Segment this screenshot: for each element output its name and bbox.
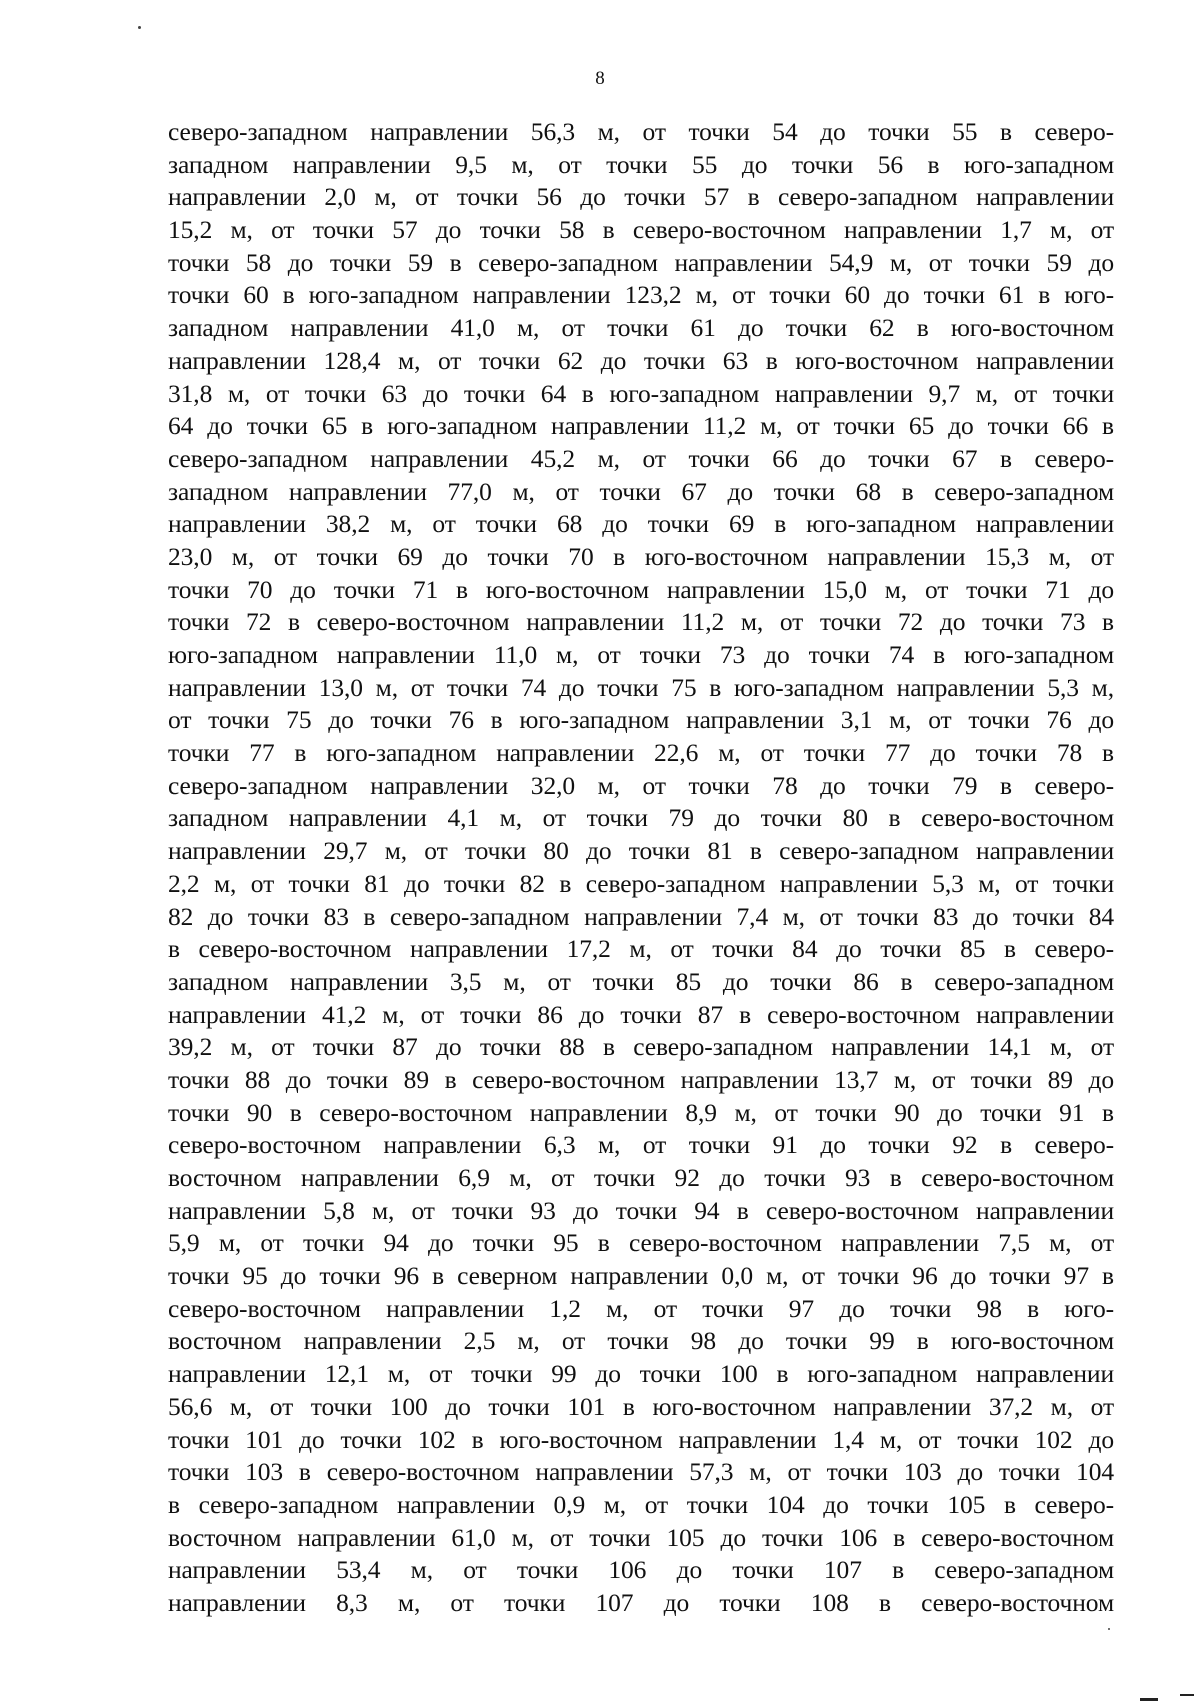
text-line: точки 70 до точки 71 в юго-восточном направлении 15,0 м, от точки 71 до: [168, 574, 1114, 604]
text-line: точки 90 в северо-восточном направлении 8,9 м, от точки 90 до точки 91 в: [168, 1097, 1114, 1127]
text-line: западном направлении 41,0 м, от точки 61 до точки 62 в юго-восточном: [168, 313, 1114, 343]
text-line: северо-западном направлении 56,3 м, от точки 54 до точки 55 в северо-: [168, 117, 1114, 146]
text-line: западном направлении 4,1 м, от точки 79 до точки 80 в северо-восточном: [168, 803, 1114, 833]
text-line: северо-западном направлении 32,0 м, от точки 78 до точки 79 в северо-: [168, 770, 1114, 800]
text-line: северо-восточном направлении 6,3 м, от точки 91 до точки 92 в северо-: [168, 1130, 1114, 1160]
text-line: 2,2 м, от точки 81 до точки 82 в северо-западном направлении 5,3 м, от точки: [168, 868, 1114, 898]
text-line: восточном направлении 2,5 м, от точки 98 до точки 99 в юго-восточном: [168, 1326, 1114, 1356]
scan-speck-top: [138, 26, 141, 29]
text-line: западном направлении 77,0 м, от точки 67 до точки 68 в северо-западном: [168, 476, 1114, 506]
text-line: 5,9 м, от точки 94 до точки 95 в северо-восточном направлении 7,5 м, от: [168, 1228, 1114, 1258]
text-line: восточном направлении 61,0 м, от точки 105 до точки 106 в северо-восточном: [168, 1522, 1114, 1552]
text-line: точки 77 в юго-западном направлении 22,6 м, от точки 77 до точки 78 в: [168, 738, 1114, 768]
text-line: направлении 29,7 м, от точки 80 до точки 81 в северо-западном направлении: [168, 836, 1114, 866]
scan-speck-bottom: [1108, 1628, 1110, 1630]
text-line: точки 101 до точки 102 в юго-восточном направлении 1,4 м, от точки 102 до: [168, 1424, 1114, 1454]
text-line: 82 до точки 83 в северо-западном направлении 7,4 м, от точки 83 до точки 84: [168, 901, 1114, 931]
text-line: северо-западном направлении 45,2 м, от точки 66 до точки 67 в северо-: [168, 443, 1114, 473]
text-line: западном направлении 9,5 м, от точки 55 до точки 56 в юго-западном: [168, 149, 1114, 179]
body-paragraph: [168, 116, 1114, 1620]
text-line: в северо-западном направлении 0,9 м, от точки 104 до точки 105 в северо-: [168, 1489, 1114, 1519]
text-line: 64 до точки 65 в юго-западном направлении 11,2 м, от точки 65 до точки 66 в: [168, 411, 1114, 441]
text-line: направлении 12,1 м, от точки 99 до точки 100 в юго-западном направлении: [168, 1359, 1114, 1389]
text-line: точки 72 в северо-восточном направлении 11,2 м, от точки 72 до точки 73 в: [168, 607, 1114, 637]
text-line: направлении 13,0 м, от точки 74 до точки 75 в юго-западном направлении 5,3 м,: [168, 672, 1114, 702]
text-line: направлении 8,3 м, от точки 107 до точки 108 в северо-восточном: [168, 1587, 1114, 1617]
text-line: точки 103 в северо-восточном направлении 57,3 м, от точки 103 до точки 104: [168, 1457, 1114, 1487]
text-line: 23,0 м, от точки 69 до точки 70 в юго-восточном направлении 15,3 м, от: [168, 541, 1114, 571]
text-line: направлении 53,4 м, от точки 106 до точки 107 в северо-западном: [168, 1555, 1114, 1585]
text-line: юго-западном направлении 11,0 м, от точки 73 до точки 74 в юго-западном: [168, 640, 1114, 669]
text-line: западном направлении 3,5 м, от точки 85 до точки 86 в северо-западном: [168, 966, 1114, 996]
text-line: от точки 75 до точки 76 в юго-западном направлении 3,1 м, от точки 76 до: [168, 705, 1114, 735]
text-line: точки 95 до точки 96 в северном направлении 0,0 м, от точки 96 до точки 97 в: [168, 1261, 1114, 1291]
text-line: в северо-восточном направлении 17,2 м, от точки 84 до точки 85 в северо-: [168, 934, 1114, 964]
text-line: 39,2 м, от точки 87 до точки 88 в северо-западном направлении 14,1 м, от: [168, 1032, 1114, 1062]
text-line: направлении 38,2 м, от точки 68 до точки 69 в юго-западном направлении: [168, 509, 1114, 539]
text-line: восточном направлении 6,9 м, от точки 92 до точки 93 в северо-восточном: [168, 1163, 1114, 1192]
text-line: точки 58 до точки 59 в северо-западном направлении 54,9 м, от точки 59 до: [168, 247, 1114, 277]
text-line: 15,2 м, от точки 57 до точки 58 в северо-восточном направлении 1,7 м, от: [168, 215, 1114, 245]
scan-mark-bottom-right: [1140, 1698, 1158, 1701]
text-line: направлении 5,8 м, от точки 93 до точки 94 в северо-восточном направлении: [168, 1195, 1114, 1225]
text-line: 31,8 м, от точки 63 до точки 64 в юго-западном направлении 9,7 м, от точки: [168, 378, 1114, 408]
text-line: направлении 2,0 м, от точки 56 до точки 57 в северо-западном направлении: [168, 182, 1114, 212]
scan-mark-bottom-right-2: [1180, 1694, 1194, 1696]
page-number: 8: [595, 68, 605, 89]
text-line: направлении 128,4 м, от точки 62 до точки 63 в юго-восточном направлении: [168, 345, 1114, 375]
text-line: северо-восточном направлении 1,2 м, от точки 97 до точки 98 в юго-: [168, 1293, 1114, 1323]
text-line: направлении 41,2 м, от точки 86 до точки 87 в северо-восточном направлении: [168, 999, 1114, 1029]
text-line: точки 88 до точки 89 в северо-восточном направлении 13,7 м, от точки 89 до: [168, 1064, 1114, 1094]
text-line: 56,6 м, от точки 100 до точки 101 в юго-восточном направлении 37,2 м, от: [168, 1391, 1114, 1421]
text-line: точки 60 в юго-западном направлении 123,2 м, от точки 60 до точки 61 в юго-: [168, 280, 1114, 310]
